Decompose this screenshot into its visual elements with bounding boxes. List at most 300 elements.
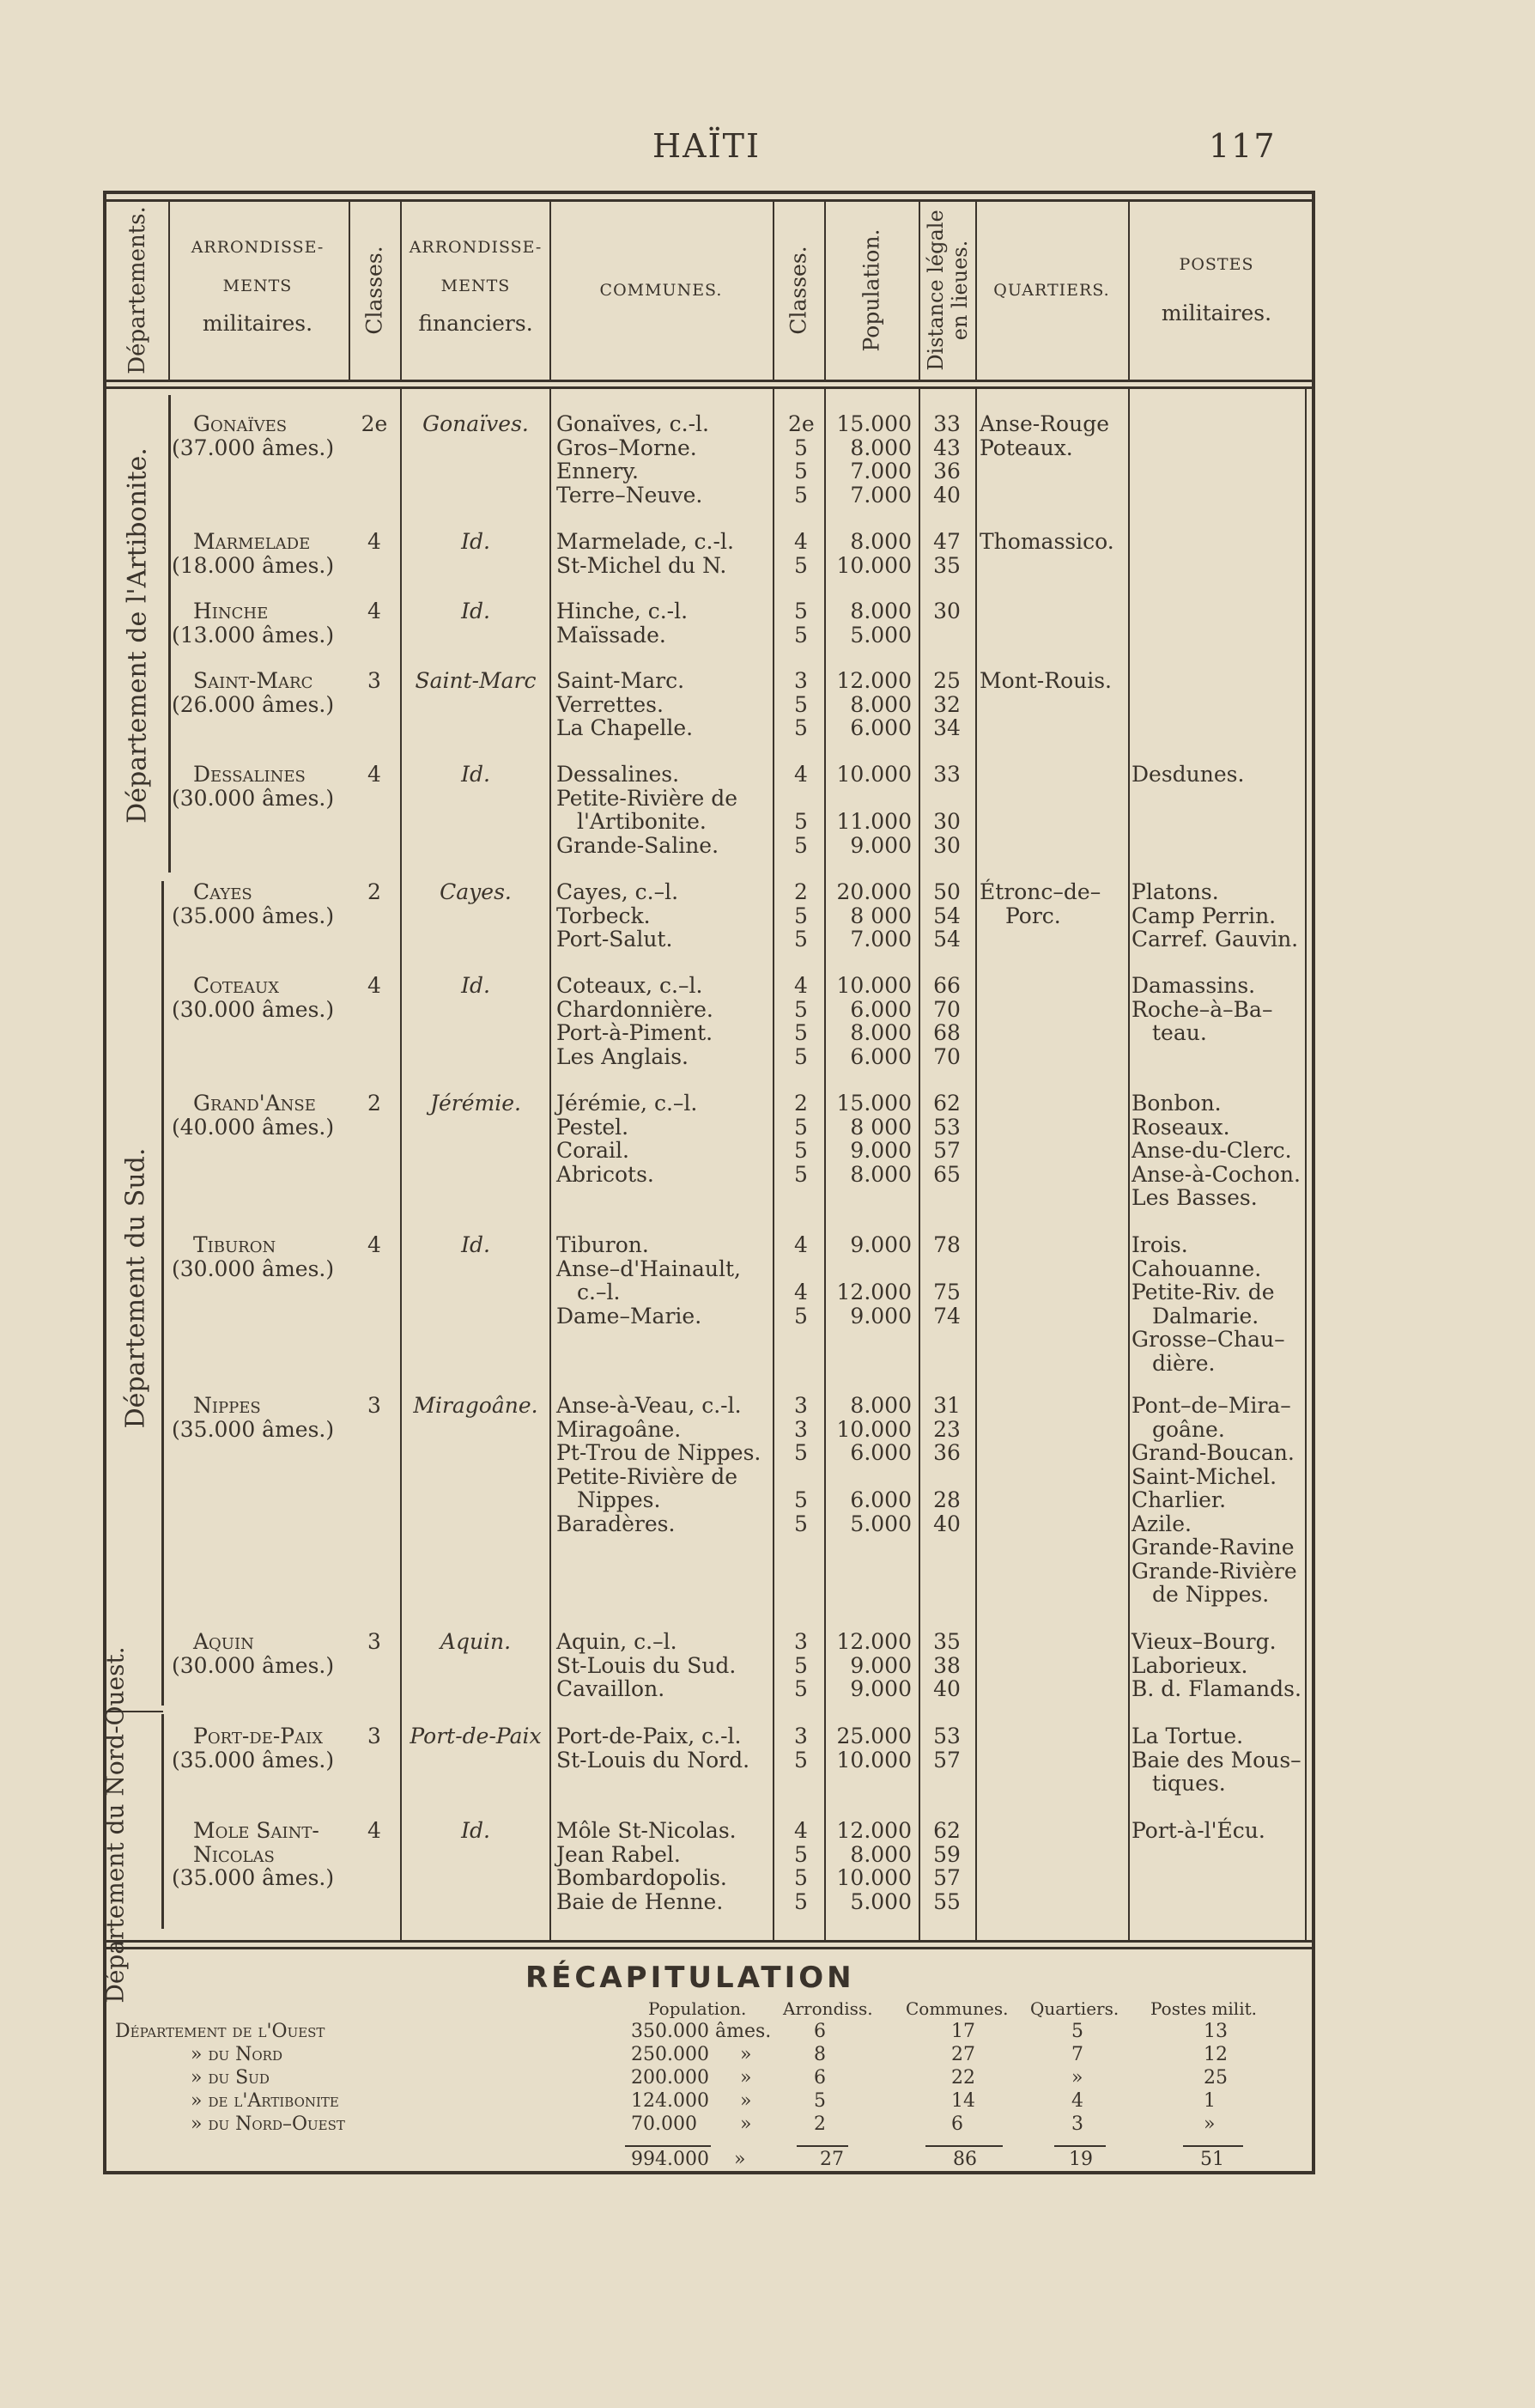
arr-fin-name: Gonaïves. [422,412,529,436]
commune-class: 4 [794,1818,808,1843]
recap-arrondiss: 5 [814,2090,826,2112]
arr-fin-name: Id. [461,1819,490,1843]
arr-class: 4 [367,762,381,787]
commune-distance: 62 [933,1818,961,1843]
recap-communes: 22 [951,2067,975,2089]
arr-class: 4 [367,599,381,623]
arr-class: 2e [361,411,388,436]
arr-fin-name: Id. [461,599,490,623]
commune-distance: 62 [933,1091,961,1116]
poste-militaire: Les Basses. [1132,1185,1258,1210]
commune-population: 11.000 [836,809,912,834]
commune-class: 5 [794,1841,808,1867]
poste-militaire: Grosse–Chau– [1132,1327,1285,1352]
commune-distance: 40 [933,482,961,508]
arr-mil-population: (18.000 âmes.) [172,552,335,578]
arr-mil-name: Nippes [193,1393,261,1418]
header-departements: Départements. [124,206,150,374]
commune-population: 12.000 [836,1629,912,1654]
header-arr-fin-3: financiers. [418,311,533,336]
commune-name: Hinche, c.-l. [556,599,689,623]
commune-class: 4 [794,529,808,554]
commune-population: 5.000 [850,1511,912,1536]
recap-col-postes: Postes milit. [1150,1998,1257,2019]
poste-militaire: Dalmarie. [1152,1303,1259,1329]
poste-militaire: Petite-Riv. de [1132,1280,1275,1304]
commune-population: 8.000 [850,1020,912,1045]
poste-militaire: teau. [1152,1020,1207,1045]
poste-militaire: Saint-Michel. [1132,1463,1277,1489]
arr-mil-population: (30.000 âmes.) [172,996,335,1022]
commune-population: 6.000 [850,1043,912,1069]
arr-fin-name: Aquin. [440,1630,512,1654]
commune-name: Anse-à-Veau, c.-l. [556,1393,742,1418]
quartier-name: Poteaux. [980,435,1073,460]
commune-population: 20.000 [836,879,912,904]
recap-arrondiss: 2 [814,2113,826,2135]
quartier-name: Porc. [1005,903,1061,928]
commune-name: Bombardopolis. [556,1865,727,1890]
header-arr-fin-2: MENTS [440,277,511,295]
commune-class: 5 [794,552,808,578]
recap-title: RÉCAPITULATION [525,1961,855,1995]
commune-name: Port-Salut. [556,927,673,952]
arr-mil-population: (30.000 âmes.) [172,1256,335,1281]
commune-population: 9.000 [850,1652,912,1678]
commune-name: Port-à-Piment. [556,1020,713,1045]
commune-name: La Chapelle. [556,715,694,740]
arr-class: 3 [367,668,381,693]
arr-mil-population: (30.000 âmes.) [172,1652,335,1678]
recap-label: Département de l'Ouest [115,2021,325,2042]
arr-fin-name: Jérémie. [429,1092,521,1116]
commune-population: 7.000 [850,927,912,952]
commune-name: Jérémie, c.–l. [556,1091,698,1116]
arr-mil-name: Tiburon [193,1232,276,1257]
commune-distance: 28 [933,1487,961,1512]
commune-name: Nippes. [577,1487,661,1512]
commune-name: Dessalines. [556,762,680,787]
recap-ditto: » [740,2090,752,2112]
commune-population: 9.000 [850,1138,912,1163]
commune-population: 8.000 [850,1161,912,1187]
commune-name: Maïssade. [556,622,666,648]
header-arr-fin-1: ARRONDISSE- [409,238,543,257]
header-distance-1: Distance légale [924,210,948,371]
recap-total-pop: 994.000 [631,2149,709,2170]
recap-sum-rule [625,2145,711,2147]
arr-fin-name: Id. [461,1233,490,1257]
arr-fin-name: Cayes. [440,880,512,904]
arr-mil-population: (40.000 âmes.) [172,1114,335,1140]
recap-communes: 27 [951,2044,975,2065]
commune-class: 5 [794,996,808,1022]
recap-communes: 17 [951,2021,975,2042]
commune-population: 8.000 [850,435,912,460]
recap-col-arrondiss: Arrondiss. [783,1998,873,2019]
recap-communes: 6 [951,2113,963,2135]
commune-name: Les Anglais. [556,1043,689,1069]
page-number: 117 [1209,127,1277,165]
header-postes-2: militaires. [1161,301,1272,325]
recap-label: » du Nord [191,2044,282,2065]
recap-total-qua: 19 [1069,2149,1093,2170]
quartier-name: Étronc–de– [980,879,1101,904]
recap-population: 350.000 âmes. [631,2021,772,2042]
arr-class: 4 [367,973,381,998]
commune-distance: 33 [933,762,961,787]
recap-population: 124.000 [631,2090,709,2112]
dept-artibonite: Département de l'Artibonite. [122,447,153,824]
recap-arrondiss: 6 [814,2067,826,2089]
commune-name: Terre–Neuve. [556,482,703,508]
arr-fin-name: Saint-Marc [415,669,537,693]
recap-population: 250.000 [631,2044,709,2065]
poste-militaire: Anse-à-Cochon. [1132,1161,1301,1187]
poste-militaire: La Tortue. [1132,1724,1244,1748]
arr-class: 4 [367,1818,381,1843]
arr-mil-name: Nicolas [193,1841,275,1867]
poste-militaire: Port-à-l'Écu. [1132,1818,1265,1843]
recap-population: 200.000 [631,2067,709,2089]
commune-class: 4 [794,762,808,787]
recap-postes: 12 [1204,2044,1228,2065]
commune-class: 5 [794,1043,808,1069]
commune-population: 10.000 [836,1865,912,1890]
commune-name: Petite-Rivière de [556,785,738,811]
arr-mil-name: Aquin [193,1629,254,1654]
commune-population: 10.000 [836,762,912,787]
poste-militaire: goâne. [1152,1416,1225,1442]
commune-class: 5 [794,1020,808,1045]
commune-class: 5 [794,809,808,834]
commune-population: 25.000 [836,1724,912,1748]
commune-population: 7.000 [850,482,912,508]
arr-mil-name: Dessalines [193,762,306,787]
commune-name: St-Michel du N. [556,552,727,578]
poste-militaire: de Nippes. [1152,1582,1270,1607]
recap-sum-rule [797,2145,848,2147]
running-head: HAÏTI [652,127,761,165]
commune-name: Coteaux, c.–l. [556,973,703,998]
recap-postes: 1 [1204,2090,1216,2112]
commune-name: Anse–d'Hainault, [556,1256,741,1281]
recap-label: » du Nord–Ouest [191,2113,345,2135]
recap-arrondiss: 6 [814,2021,826,2042]
commune-name: Verrettes. [556,691,664,717]
recap-postes: » [1204,2113,1216,2135]
commune-name: Cavaillon. [556,1676,665,1701]
commune-population: 15.000 [836,1091,912,1116]
poste-militaire: Roche–à–Ba– [1132,996,1273,1022]
commune-name: Chardonnière. [556,996,713,1022]
commune-distance: 59 [933,1841,961,1867]
arr-fin-name: Id. [461,974,490,998]
commune-population: 6.000 [850,996,912,1022]
commune-class: 5 [794,1303,808,1329]
quartier-name: Mont-Rouis. [980,668,1112,693]
commune-class: 2 [794,879,808,904]
commune-population: 10.000 [836,1416,912,1442]
arr-mil-name: Cayes [193,879,252,904]
arr-class: 2 [367,1091,381,1116]
arr-fin-name: Port-de-Paix [410,1724,542,1748]
recap-total-pos: 51 [1200,2149,1224,2170]
arr-mil-population: (30.000 âmes.) [172,785,335,811]
commune-population: 12.000 [836,1280,912,1304]
commune-distance: 43 [933,435,961,460]
commune-distance: 40 [933,1676,961,1701]
commune-name: Dame–Marie. [556,1303,702,1329]
commune-class: 5 [794,622,808,648]
header-classes-2: Classes. [786,246,811,335]
poste-militaire: Cahouanne. [1132,1256,1262,1281]
recap-total-com: 86 [953,2149,977,2170]
commune-name: Miragoâne. [556,1416,682,1442]
poste-militaire: Desdunes. [1132,762,1245,787]
recap-quartiers: » [1071,2067,1083,2089]
header-communes: COMMUNES. [599,281,723,300]
arr-mil-name: Coteaux [193,973,280,998]
arr-mil-name: Mole Saint- [193,1818,319,1843]
commune-class: 5 [794,1888,808,1914]
commune-class: 5 [794,1865,808,1890]
commune-distance: 57 [933,1747,961,1773]
commune-class: 5 [794,1652,808,1678]
commune-name: Abricots. [556,1161,654,1187]
commune-distance: 38 [933,1652,961,1678]
arr-class: 4 [367,1232,381,1257]
commune-population: 12.000 [836,668,912,693]
commune-name: Jean Rabel. [556,1841,681,1867]
poste-militaire: Charlier. [1132,1487,1227,1512]
dept-sud: Département du Sud. [120,1147,151,1429]
poste-militaire: Azile. [1132,1511,1192,1536]
commune-class: 4 [794,1280,808,1304]
recap-col-quartiers: Quartiers. [1030,1998,1119,2019]
commune-class: 4 [794,973,808,998]
arr-mil-name: Marmelade [193,529,311,554]
commune-population: 9.000 [850,1303,912,1329]
commune-population: 8.000 [850,1841,912,1867]
commune-class: 5 [794,1138,808,1163]
recap-total-arr: 27 [820,2149,844,2170]
commune-distance: 40 [933,1511,961,1536]
commune-distance: 70 [933,996,961,1022]
commune-population: 8 000 [850,1114,912,1140]
commune-name: St-Louis du Nord. [556,1747,750,1773]
commune-name: Grande-Saline. [556,832,719,858]
commune-class: 5 [794,1440,808,1465]
commune-distance: 33 [933,411,961,436]
recap-ditto: » [740,2044,752,2065]
commune-distance: 36 [933,1440,961,1465]
poste-militaire: Carref. Gauvin. [1132,927,1299,952]
commune-population: 10.000 [836,1747,912,1773]
commune-class: 5 [794,691,808,717]
poste-militaire: tiques. [1152,1771,1226,1796]
commune-population: 6.000 [850,1487,912,1512]
poste-militaire: Platons. [1132,879,1219,904]
arr-class: 3 [367,1393,381,1418]
commune-population: 8.000 [850,529,912,554]
commune-class: 5 [794,927,808,952]
recap-col-communes: Communes. [906,1998,1009,2019]
poste-militaire: Grand-Boucan. [1132,1440,1295,1465]
recap-postes: 13 [1204,2021,1228,2042]
arr-mil-population: (37.000 âmes.) [172,435,335,460]
commune-distance: 54 [933,927,961,952]
commune-population: 9.000 [850,832,912,858]
commune-population: 12.000 [836,1818,912,1843]
commune-population: 6.000 [850,715,912,740]
commune-distance: 70 [933,1043,961,1069]
arr-mil-population: (26.000 âmes.) [172,691,335,717]
commune-name: Pestel. [556,1114,629,1140]
commune-distance: 30 [933,599,961,623]
commune-distance: 35 [933,552,961,578]
commune-class: 5 [794,1511,808,1536]
commune-class: 5 [794,1114,808,1140]
commune-class: 5 [794,1747,808,1773]
poste-militaire: Grande-Rivière [1132,1558,1297,1584]
commune-name: Marmelade, c.-l. [556,529,734,554]
commune-distance: 53 [933,1114,961,1140]
commune-name: Baie de Henne. [556,1888,724,1914]
header-postes-1: POSTES [1179,255,1254,274]
arr-fin-name: Miragoâne. [413,1394,538,1418]
recap-quartiers: 5 [1071,2021,1083,2042]
commune-distance: 25 [933,668,961,693]
commune-distance: 30 [933,809,961,834]
commune-distance: 57 [933,1865,961,1890]
commune-name: Tiburon. [556,1232,649,1257]
commune-class: 3 [794,1416,808,1442]
poste-militaire: dière. [1152,1350,1216,1376]
arr-mil-name: Hinche [193,599,269,623]
commune-population: 8 000 [850,903,912,928]
commune-distance: 35 [933,1629,961,1654]
commune-name: Cayes, c.–l. [556,879,679,904]
arr-mil-population: (35.000 âmes.) [172,1747,335,1773]
commune-class: 5 [794,482,808,508]
header-quartiers: QUARTIERS. [993,281,1110,300]
commune-class: 5 [794,903,808,928]
commune-population: 7.000 [850,459,912,483]
commune-name: Petite-Rivière de [556,1463,738,1489]
commune-name: Pt-Trou de Nippes. [556,1440,761,1465]
commune-distance: 54 [933,903,961,928]
commune-population: 10.000 [836,973,912,998]
recap-arrondiss: 8 [814,2044,826,2065]
commune-distance: 75 [933,1280,961,1304]
commune-population: 8.000 [850,1393,912,1418]
poste-militaire: Anse-du-Clerc. [1132,1138,1292,1163]
commune-population: 15.000 [836,411,912,436]
poste-militaire: Vieux–Bourg. [1132,1629,1277,1654]
arr-fin-name: Id. [461,763,490,787]
commune-population: 9.000 [850,1232,912,1257]
commune-class: 5 [794,832,808,858]
header-arr-mil-3: militaires. [202,311,313,336]
commune-distance: 47 [933,529,961,554]
recap-quartiers: 7 [1071,2044,1083,2065]
poste-militaire: Camp Perrin. [1132,903,1277,928]
commune-name: Ennery. [556,459,639,483]
commune-name: Saint-Marc. [556,668,685,693]
commune-population: 5.000 [850,622,912,648]
recap-population: 70.000 [631,2113,697,2135]
arr-mil-name: Gonaïves [193,411,288,436]
commune-distance: 34 [933,715,961,740]
commune-distance: 31 [933,1393,961,1418]
recap-ditto: » [740,2113,752,2135]
arr-mil-population: (35.000 âmes.) [172,903,335,928]
commune-class: 2 [794,1091,808,1116]
header-classes-1: Classes. [361,246,387,335]
commune-distance: 30 [933,832,961,858]
commune-name: Corail. [556,1138,629,1163]
header-arr-mil-2: MENTS [222,277,293,295]
commune-distance: 36 [933,459,961,483]
poste-militaire: B. d. Flamands. [1132,1676,1301,1701]
commune-class: 5 [794,599,808,623]
poste-militaire: Laborieux. [1132,1652,1248,1678]
commune-class: 5 [794,1487,808,1512]
recap-sum-rule [1183,2145,1243,2147]
arr-mil-name: Grand'Anse [193,1091,316,1116]
commune-distance: 53 [933,1724,961,1748]
commune-distance: 57 [933,1138,961,1163]
commune-distance: 32 [933,691,961,717]
recap-communes: 14 [951,2090,975,2112]
header-arr-mil-1: ARRONDISSE- [191,238,325,257]
commune-name: Baradères. [556,1511,676,1536]
commune-distance: 66 [933,973,961,998]
commune-class: 5 [794,1676,808,1701]
header-population: Population. [859,228,884,352]
commune-name: c.–l. [577,1280,621,1304]
commune-distance: 23 [933,1416,961,1442]
commune-population: 5.000 [850,1888,912,1914]
arr-mil-population: (13.000 âmes.) [172,622,335,648]
arr-class: 2 [367,879,381,904]
arr-class: 3 [367,1724,381,1748]
commune-class: 3 [794,1393,808,1418]
arr-mil-population: (35.000 âmes.) [172,1865,335,1890]
arr-mil-population: (35.000 âmes.) [172,1416,335,1442]
poste-militaire: Irois. [1132,1232,1188,1257]
dept-nord-ouest-label: Département du Nord-Ouest. [100,1646,130,2004]
recap-quartiers: 3 [1071,2113,1083,2135]
poste-militaire: Roseaux. [1132,1114,1230,1140]
poste-militaire: Bonbon. [1132,1091,1222,1116]
commune-class: 3 [794,1724,808,1748]
commune-class: 3 [794,668,808,693]
commune-population: 9.000 [850,1676,912,1701]
commune-population: 6.000 [850,1440,912,1465]
arr-class: 3 [367,1629,381,1654]
arr-mil-name: Saint-Marc [193,668,313,693]
commune-name: Torbeck. [556,903,651,928]
commune-distance: 74 [933,1303,961,1329]
commune-population: 8.000 [850,691,912,717]
commune-name: l'Artibonite. [577,809,707,834]
commune-class: 5 [794,715,808,740]
commune-class: 5 [794,1161,808,1187]
recap-sum-rule [925,2145,1003,2147]
commune-population: 8.000 [850,599,912,623]
